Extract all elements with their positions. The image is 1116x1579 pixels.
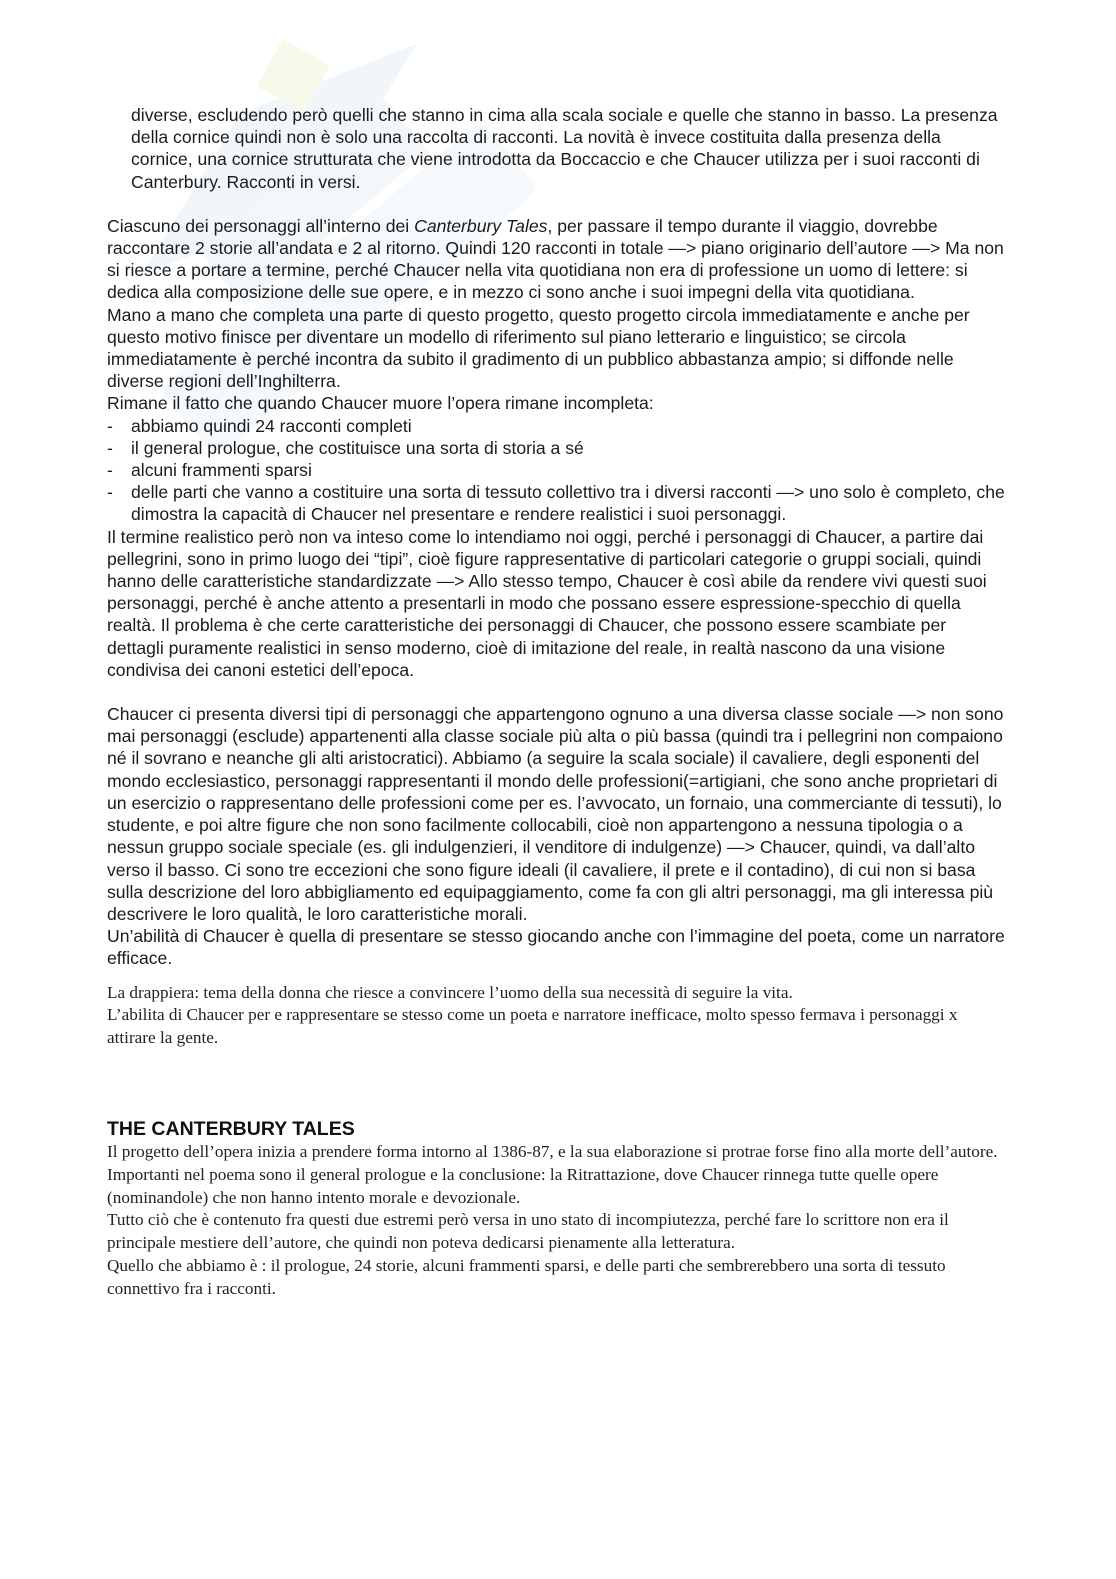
text-after-title: , per passare il tempo durante il viaggio, dovrebbe raccontare 2 storie all’andata e 2 al ritorno. Quindi 120 racconti in totale —> piano originario dell’autore —> Ma non si riesce a portare a termine, perché Chaucer nella vita quotidiana non era di professione un uomo di lettere: si dedica alla composizione delle sue opere, e in mezzo ci sono anche i suoi impegni della vita quotidiana. xyxy=(107,215,1004,303)
work-title-italic: Canterbury Tales xyxy=(414,215,548,236)
intro-continuation: diverse, escludendo però quelli che stanno in cima alla scala sociale e quelle che stanno in basso. La presenza della cornice quindi non è solo una raccolta di racconti. La novità è invece costituita dalla presenza della cornice, una cornice strutturata che viene introdotta da Boccaccio e che Chaucer utilizza per i suoi racconti di Canterbury. Racconti in versi. xyxy=(131,105,998,192)
section-paragraph: Il progetto dell’opera inizia a prendere forma intorno al 1386-87, e la sua elaborazione si protrae forse fino alla morte dell’autore. xyxy=(107,1141,998,1161)
list-item: - il general prologue, che costituisce una sorta di storia a sé xyxy=(107,437,1007,459)
section-paragraph: Importanti nel poema sono il general prologue e la conclusione: la Ritrattazione, dove Chaucer rinnega tutte quelle opere (nominandole) che non hanno intento morale e devozionale. xyxy=(107,1164,939,1207)
list-item: - abbiamo quindi 24 racconti completi xyxy=(107,415,1007,437)
note-drappiera: La drappiera: tema della donna che riesce a convincere l’uomo della sua necessità di seguire la vita. xyxy=(107,982,793,1002)
section-heading: THE CANTERBURY TALES xyxy=(107,1117,355,1140)
paragraph-rimane: Rimane il fatto che quando Chaucer muore l’opera rimane incompleta: xyxy=(107,393,654,414)
list-item: - alcuni frammenti sparsi xyxy=(107,459,1007,481)
paragraph-personaggi xyxy=(107,215,1007,304)
paragraph-tipi-personaggi: Chaucer ci presenta diversi tipi di personaggi che appartengono ognuno a una diversa classe sociale —> non sono mai personaggi (esclude) appartenenti alla classe sociale più alta o più bassa (quindi tra i pellegrini non compaiono né il sovrano e neanche gli alti aristocratici). Abbiamo (a seguire la scala sociale) il cavaliere, degli esponenti del mondo ecclesiastico, personaggi rappresentanti il mondo delle professioni(=artigiani, che sono anche proprietari di un esercizio o rappresentano delle professioni come per es. l’avvocato, un fornaio, una commerciante di tessuti), lo studente, e poi altre figure che non sono facilmente collocabili, cioè non appartengono a nessuna tipologia o a nessun gruppo sociale speciale (es. gli indulgenzieri, il venditore di indulgenze) —> Chaucer, quindi, va dall’alto verso il basso. Ci sono tre eccezioni che sono figure ideali (il cavaliere, il prete e il contadino), di cui non si basa sulla descrizione del loro abbigliamento ed equipaggiamento, come fa con gli altri personaggi, ma gli interessa più descrivere le loro qualità, le loro caratteristiche morali. xyxy=(107,704,1004,924)
section-paragraph: Tutto ciò che è contenuto fra questi due estremi però versa in uno stato di incompiutezza, perché fare lo scrittore non era il principale mestiere dell’autore, che quindi non poteva dedicarsi pienamente alla letteratura. xyxy=(107,1210,949,1253)
section-paragraph: Quello che abbiamo è : il prologue, 24 storie, alcuni frammenti sparsi, e delle parti che sembrerebbero una sorta di tessuto connettivo fra i racconti. xyxy=(107,1255,946,1298)
note-abilita: L’abilita di Chaucer per e rappresentare se stesso come un poeta e narratore inefficace, molto spesso fermava i personaggi x attirare la gente. xyxy=(107,1005,958,1048)
list-item: - delle parti che vanno a costituire una sorta di tessuto collettivo tra i diversi racconti —> uno solo è completo, che dimostra la capacità di Chaucer nel presentare e rendere realistici i suoi personaggi. xyxy=(107,481,1007,525)
text-before-title: Ciascuno dei personaggi all’interno dei xyxy=(107,215,415,236)
paragraph-abilita: Un’abilità di Chaucer è quella di presentare se stesso giocando anche con l’immagine del poeta, come un narratore efficace. xyxy=(107,926,1005,969)
document-page xyxy=(107,104,1007,1300)
paragraph-realistico: Il termine realistico però non va inteso come lo intendiamo noi oggi, perché i personaggi di Chaucer, a partire dai pellegrini, sono in primo luogo dei “tipi”, cioè figure rappresentative di particolari categorie o gruppi sociali, quindi hanno delle caratteristiche standardizzate —> Allo stesso tempo, Chaucer è così abile da rendere vivi questi suoi personaggi, perché è anche attento a presentarli in modo che possano essere espressione-specchio di quella realtà. Il problema è che certe caratteristiche dei personaggi di Chaucer, che possono essere scambiate per dettagli puramente realistici in senso moderno, cioè di imitazione del reale, in realtà nascono da una visione condivisa dei canoni estetici dell’epoca. xyxy=(107,526,987,680)
paragraph-mano-a-mano: Mano a mano che completa una parte di questo progetto, questo progetto circola immediatamente e anche per questo motivo finisce per diventare un modello di riferimento sul piano letterario e linguistico; se circola immediatamente è perché incontra da subito il gradimento di un pubblico abbastanza ampio; si diffonde nelle diverse regioni dell’Inghilterra. xyxy=(107,304,970,392)
dash-list xyxy=(107,415,1007,526)
